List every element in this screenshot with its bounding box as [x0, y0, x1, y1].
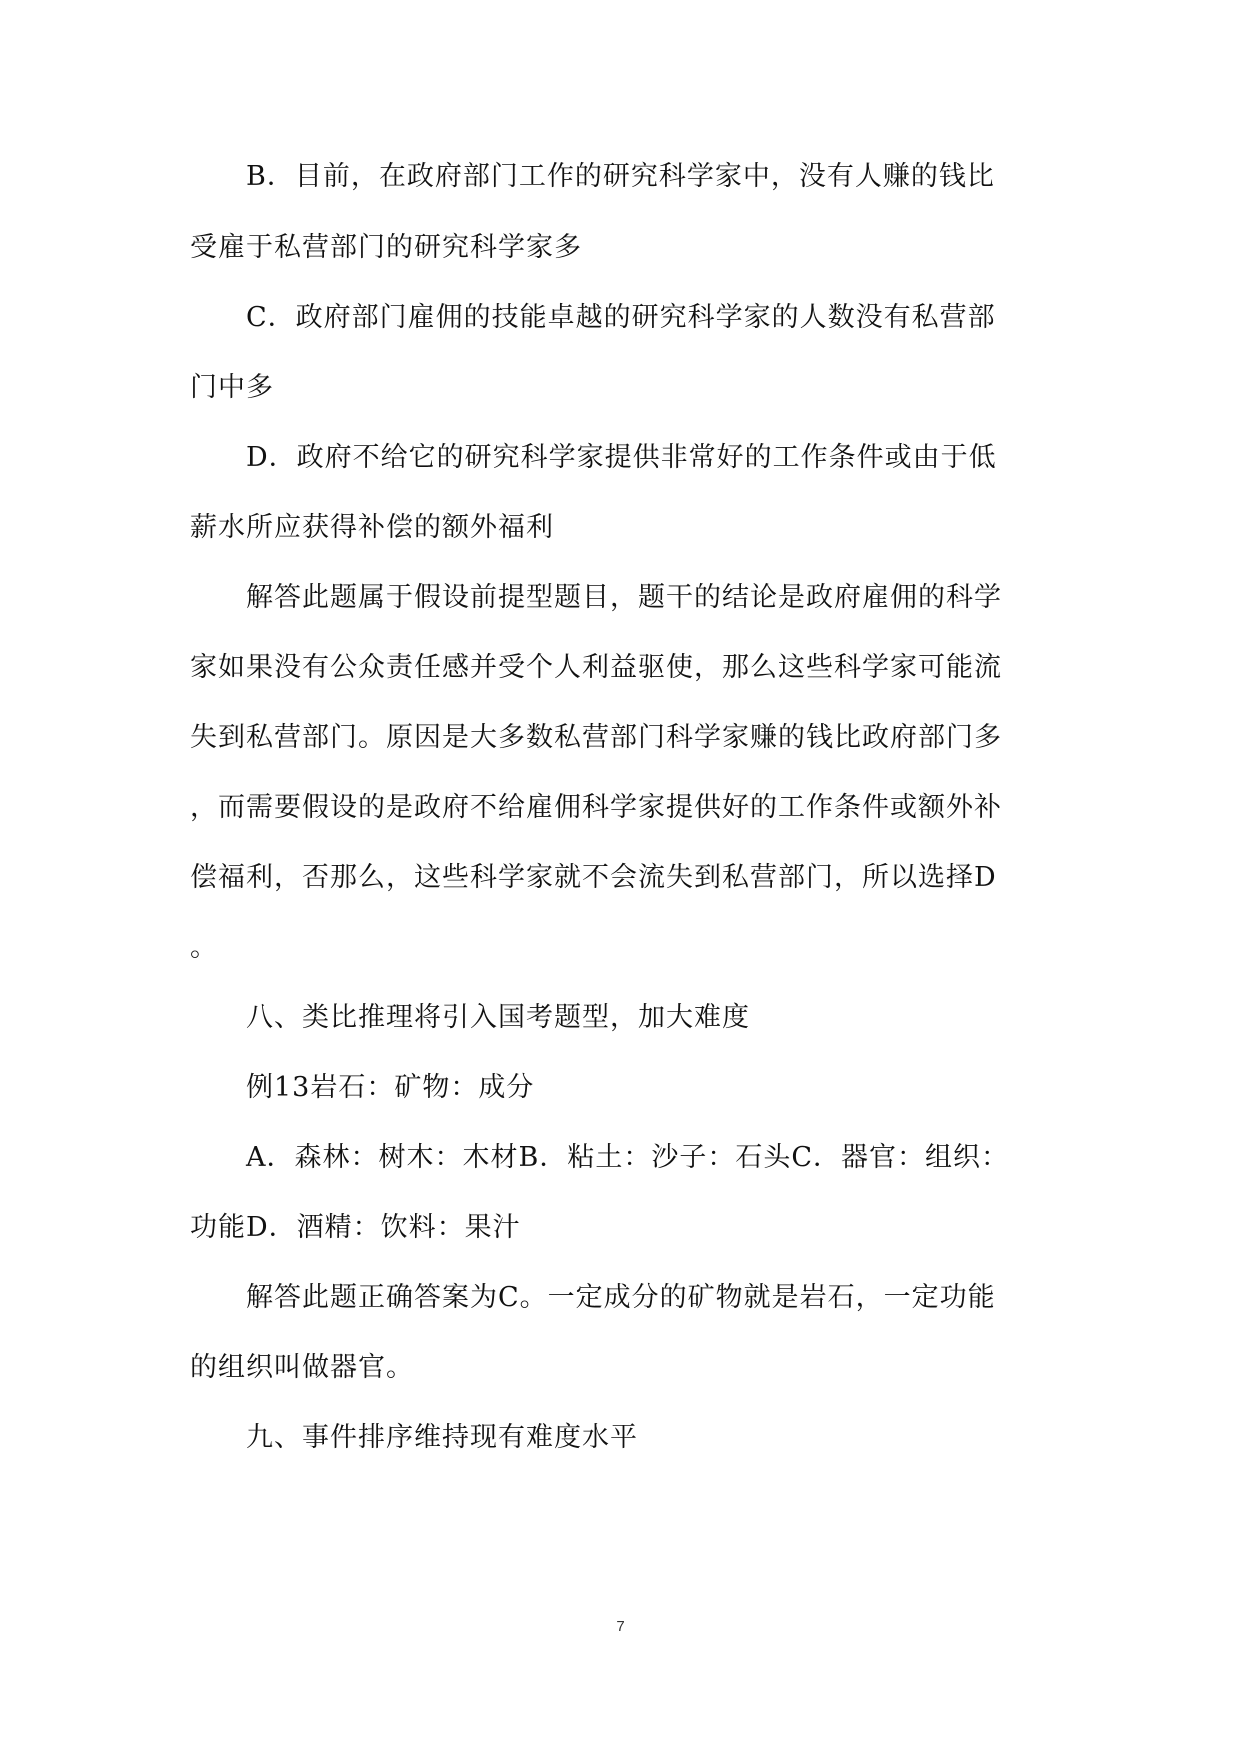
example-13-line: 例13岩石：矿物：成分: [246, 1072, 535, 1103]
options-line-2: 功能D．酒精：饮料：果汁: [190, 1212, 521, 1243]
option-b-line-2: 受雇于私营部门的研究科学家多: [190, 232, 582, 263]
options-line-1: A．森林：树木：木材B．粘土：沙子：石头C．器官：组织：: [246, 1142, 1009, 1173]
option-b-line-1: B．目前，在政府部门工作的研究科学家中，没有人赚的钱比: [246, 161, 995, 192]
answer-line-3: 失到私营部门。原因是大多数私营部门科学家赚的钱比政府部门多: [190, 722, 1002, 753]
page-number: 7: [616, 1618, 625, 1635]
option-d-line-2: 薪水所应获得补偿的额外福利: [190, 512, 554, 543]
answer-line-4: ，而需要假设的是政府不给雇佣科学家提供好的工作条件或额外补: [190, 792, 1002, 823]
answer-line-2: 家如果没有公众责任感并受个人利益驱使，那么这些科学家可能流: [190, 652, 1002, 683]
answer-13-line-1: 解答此题正确答案为C。一定成分的矿物就是岩石，一定功能: [246, 1282, 996, 1313]
answer-line-6: 。: [190, 932, 218, 963]
option-d-line-1: D．政府不给它的研究科学家提供非常好的工作条件或由于低: [246, 442, 997, 473]
option-c-line-2: 门中多: [190, 372, 274, 403]
option-c-line-1: C．政府部门雇佣的技能卓越的研究科学家的人数没有私营部: [246, 302, 996, 333]
answer-13-line-2: 的组织叫做器官。: [190, 1352, 414, 1383]
section-8-heading: 八、类比推理将引入国考题型，加大难度: [246, 1002, 750, 1033]
answer-line-1: 解答此题属于假设前提型题目，题干的结论是政府雇佣的科学: [246, 582, 1002, 613]
answer-line-5: 偿福利，否那么，这些科学家就不会流失到私营部门，所以选择D: [190, 862, 997, 893]
section-9-heading: 九、事件排序维持现有难度水平: [246, 1422, 638, 1453]
